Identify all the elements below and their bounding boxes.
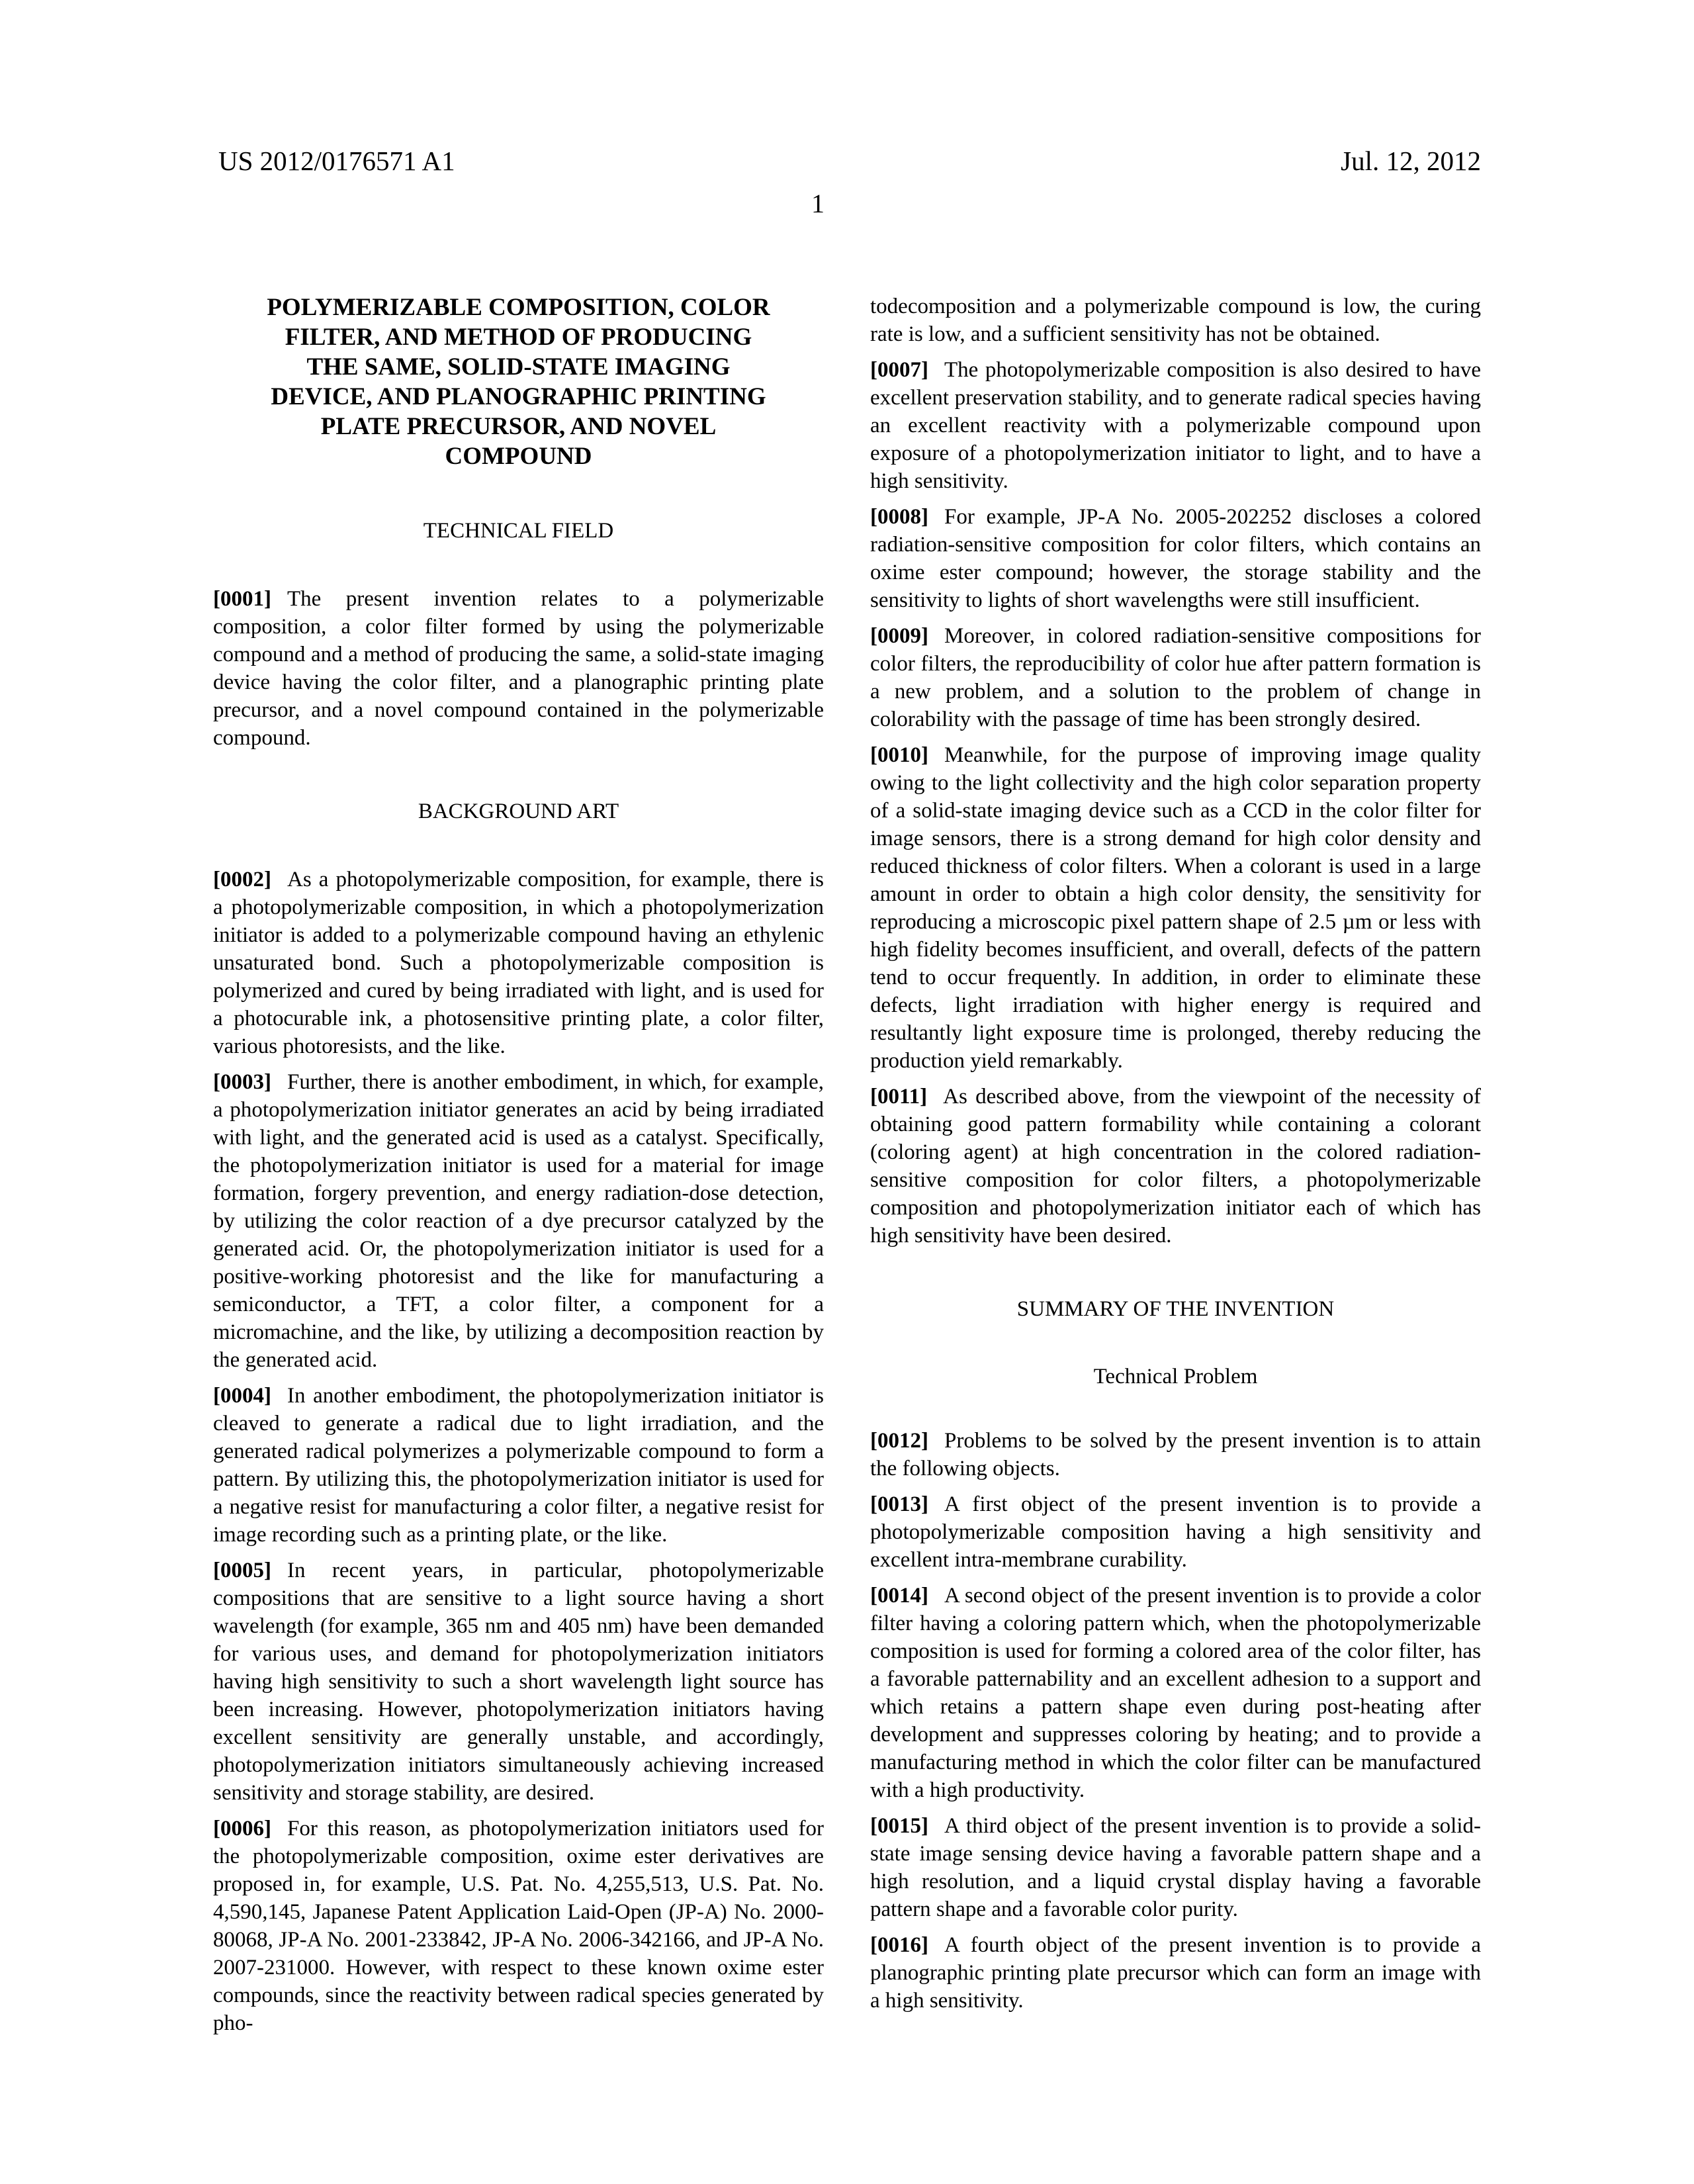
paragraph-number: [0010] <box>870 743 928 767</box>
paragraph-text: Moreover, in colored radiation-sensitive compositions for color filters, the reproducibility of color hue after pattern formation is a new problem, and a solution to the problem of change in colorability with the passage of time has been strongly desired. <box>870 624 1481 731</box>
paragraph-number: [0014] <box>870 1584 928 1608</box>
paragraph-text: A third object of the present invention is to provide a solid-state image sensing device having a favorable pattern shape and a high resolution, and a liquid crystal display having a favorable pattern shape and a favorable color purity. <box>870 1814 1481 1921</box>
paragraph-number: [0004] <box>213 1384 271 1408</box>
paragraph-number: [0003] <box>213 1070 271 1094</box>
paragraph <box>213 1068 824 1374</box>
paragraph <box>870 1490 1481 1574</box>
paragraph-text: In another embodiment, the photopolymerization initiator is cleaved to generate a radical due to light irradiation, and the generated radical polymerizes a polymerizable compound to form a pattern. By utilizing this, the photopolymerization initiator is used for a negative resist for manufacturing a color filter, a negative resist for image recording such as a printing plate, or the like. <box>213 1384 824 1547</box>
paragraph-text: The photopolymerizable composition is also desired to have excellent preservation stability, and to generate radical species having an excellent reactivity with a polymerizable compound upon exposure of a photopolymerization initiator to light, and to have a high sensitivity. <box>870 358 1481 493</box>
paragraph <box>870 1812 1481 1923</box>
right-column <box>870 293 1481 2045</box>
paragraph-text: In recent years, in particular, photopolymerizable compositions that are sensitive to a light source having a short wavelength (for example, 365 nm and 405 nm) have been demanded for various uses, and demand for photopolymerization initiators having high sensitivity to such a short wavelength light source has been increasing. However, photopolymerization initiators having excellent sensitivity are generally unstable, and accordingly, photopolymerization initiators simultaneously achieving increased sensitivity and storage stability, are desired. <box>213 1559 824 1805</box>
paragraph-number: [0008] <box>870 505 928 529</box>
paragraph <box>213 1557 824 1807</box>
paragraph-number: [0013] <box>870 1492 928 1516</box>
paragraph <box>870 356 1481 495</box>
invention-title: POLYMERIZABLE COMPOSITION, COLOR FILTER, AND METHOD OF PRODUCING THE SAME, SOLID-STATE IMAGING DEVICE, AND PLANOGRAPHIC PRINTING PLATE PRECURSOR, AND NOVEL COMPOUND <box>267 294 770 470</box>
patent-number: US 2012/0176571 A1 <box>218 146 455 176</box>
paragraph-number: [0012] <box>870 1429 928 1453</box>
paragraph <box>870 1931 1481 2015</box>
paragraph-text: For example, JP-A No. 2005-202252 discloses a colored radiation-sensitive composition for color filters, which contains an oxime ester compound; however, the storage stability and the sensitivity to lights of short wavelengths were still insufficient. <box>870 505 1481 612</box>
paragraph <box>213 585 824 752</box>
sub-heading: Technical Problem <box>1093 1365 1258 1388</box>
paragraph <box>870 293 1481 348</box>
page-number: 1 <box>811 189 825 218</box>
paragraph <box>870 1427 1481 1482</box>
paragraph-text: As described above, from the viewpoint of the necessity of obtaining good pattern formability while containing a colorant (coloring agent) at high concentration in the colored radiation-sensitive composition for color filters, a photopolymerizable composition and photopolymerization initiator each of which has high sensitivity have been desired. <box>870 1085 1481 1248</box>
section-heading: SUMMARY OF THE INVENTION <box>1016 1297 1335 1321</box>
paragraph-text: todecomposition and a polymerizable compound is low, the curing rate is low, and a sufficient sensitivity has not be obtained. <box>870 295 1481 346</box>
paragraph-text: As a photopolymerizable composition, for example, there is a photopolymerizable composition, in which a photopolymerization initiator is added to a polymerizable compound having an ethylenic unsaturated bond. Such a photopolymerizable composition is polymerized and cured by being irradiated with light, and is used for a photocurable ink, a photosensitive printing plate, a color filter, various photoresists, and the like. <box>213 868 824 1058</box>
paragraph-number: [0016] <box>870 1933 928 1957</box>
paragraph-text: For this reason, as photopolymerization initiators used for the photopolymerizable composition, oxime ester derivatives are proposed in, for example, U.S. Pat. No. 4,255,513, U.S. Pat. No. 4,590,145, Japanese Patent Application Laid-Open (JP-A) No. 2000-80068, JP-A No. 2001-233842, JP-A No. 2006-342166, and JP-A No. 2007-231000. However, with respect to these known oxime ester compounds, since the reactivity between radical species generated by pho- <box>213 1817 824 2035</box>
paragraph-number: [0002] <box>213 868 271 891</box>
paragraph <box>870 503 1481 614</box>
paragraph-number: [0015] <box>870 1814 928 1838</box>
paragraph <box>870 741 1481 1075</box>
paragraph <box>870 1582 1481 1804</box>
paragraph-text: Meanwhile, for the purpose of improving image quality owing to the light collectivity and the high color separation property of a solid-state imaging device such as a CCD in the color filter for image sensors, there is a strong demand for high color density and reduced thickness of color filters. When a colorant is used in a large amount in order to obtain a high color density, the sensitivity for reproducing a microscopic pixel pattern shape of 2.5 µm or less with high fidelity becomes insufficient, and overall, defects of the pattern tend to occur frequently. In addition, in order to eliminate these defects, light irradiation with higher energy is required and resultantly light exposure time is prolonged, thereby reducing the production yield remarkably. <box>870 743 1481 1073</box>
paragraph <box>213 866 824 1060</box>
paragraph-number: [0011] <box>870 1085 928 1109</box>
paragraph <box>213 1815 824 2037</box>
publication-date: Jul. 12, 2012 <box>1341 146 1481 176</box>
paragraph-number: [0009] <box>870 624 928 648</box>
paragraph <box>870 622 1481 733</box>
paragraph <box>213 1382 824 1549</box>
left-column <box>213 293 824 2045</box>
paragraph-text: A first object of the present invention is to provide a photopolymerizable composition having a high sensitivity and excellent intra-membrane curability. <box>870 1492 1481 1572</box>
paragraph-number: [0005] <box>213 1559 271 1582</box>
paragraph-text: The present invention relates to a polymerizable composition, a color filter formed by using the polymerizable compound and a method of producing the same, a solid-state imaging device having the color filter, and a planographic printing plate precursor, and a novel compound contained in the polymerizable compound. <box>213 587 824 750</box>
section-heading: TECHNICAL FIELD <box>423 519 614 543</box>
paragraph-number: [0001] <box>213 587 271 611</box>
text-columns <box>213 293 1481 2045</box>
paragraph-text: Further, there is another embodiment, in which, for example, a photopolymerization initiator generates an acid by being irradiated with light, and the generated acid is used as a catalyst. Specifically, the photopolymerization initiator is used for a material for image formation, forgery prevention, and energy radiation-dose detection, by utilizing the color reaction of a dye precursor catalyzed by the generated acid. Or, the photopolymerization initiator is used for a positive-working photoresist and the like for manufacturing a semiconductor, a TFT, a color filter, a component for a micromachine, and the like, by utilizing a decomposition reaction by the generated acid. <box>213 1070 824 1372</box>
paragraph-text: A second object of the present invention is to provide a color filter having a coloring pattern which, when the photopolymerizable composition is used for forming a colored area of the color filter, has a favorable patternability and an excellent adhesion to a support and which retains a pattern shape even during post-heating after development and suppresses coloring by heating; and to provide a manufacturing method in which the color filter can be manufactured with a high productivity. <box>870 1584 1481 1802</box>
paragraph <box>870 1083 1481 1250</box>
paragraph-text: A fourth object of the present invention is to provide a planographic printing plate precursor which can form an image with a high sensitivity. <box>870 1933 1481 2013</box>
paragraph-number: [0006] <box>213 1817 271 1841</box>
section-heading: BACKGROUND ART <box>418 799 619 823</box>
paragraph-number: [0007] <box>870 358 928 382</box>
page-header <box>218 146 1481 176</box>
paragraph-text: Problems to be solved by the present invention is to attain the following objects. <box>870 1429 1481 1480</box>
